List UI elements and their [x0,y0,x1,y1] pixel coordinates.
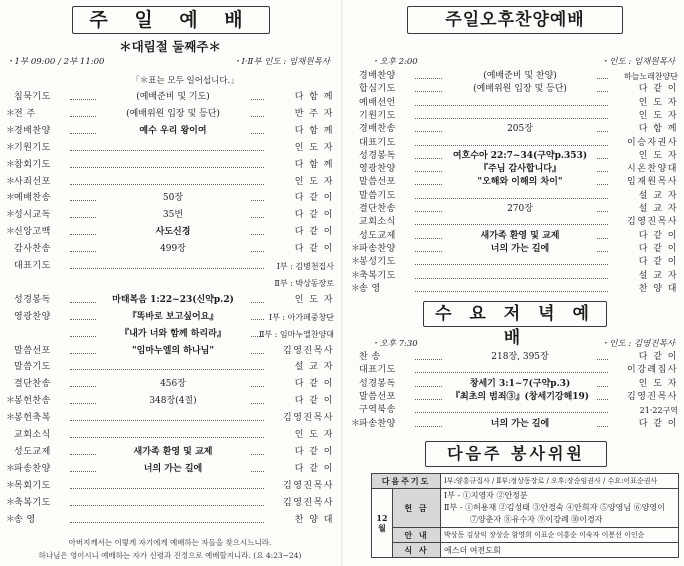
order-person: 다 같 이 [638,418,678,429]
order-row [351,203,678,216]
duty-month: 12월 [372,489,393,558]
leader-dots [70,437,264,438]
order-detail: 사도신경 [96,226,250,239]
order-person: 다 함 께 [294,159,334,170]
order-person: 다 같 이 [294,379,334,390]
order-row [6,311,334,324]
order-row [6,328,334,341]
order-person: 찬 양 대 [294,514,334,525]
order-label: 영광찬양 [359,164,396,175]
order-row [351,351,678,364]
order-row [351,270,678,283]
order-row [351,190,678,203]
order-row [351,378,678,391]
sunday-subtitle: ＊대림절 둘째주＊ [119,39,221,54]
leader-dots [70,268,264,269]
order-person: 인 도 자 [294,430,334,440]
standing-mark: ＊ [6,125,16,136]
order-row [351,176,678,189]
page-fold [341,0,343,566]
order-person: 김영진목사 [283,413,334,424]
order-row [6,226,334,239]
guide-value: 박상동 김상익 장상순 함영희 이표순 이흥순 이숙자 이봉선 이인순 [441,528,679,543]
standing-mark: ＊ [6,413,16,424]
leader-dots [415,412,608,413]
leader-dots [415,145,608,146]
order-label: 교회소식 [14,430,51,440]
order-row [6,395,334,408]
order-row [6,243,334,256]
order-row [6,378,334,391]
leader-dots [415,278,608,279]
order-label: 송 영 [14,514,36,525]
order-label: 봉헌축복 [14,413,51,424]
order-label: 축복기도 [14,497,51,508]
title-text: 다음주 봉사위원 [447,444,585,463]
offering-line-1: Ⅰ부 - ①지영자 ②안정분 [444,491,528,500]
order-row [6,446,334,459]
offering-label: 헌 금 [393,489,441,528]
leader-dots [70,184,264,185]
afternoon-time: ・오후 2:00 [371,57,418,67]
order-label: 구역북송 [359,405,396,416]
order-row [6,142,334,155]
leader-dots [415,372,608,373]
order-label: 기원기도 [359,110,396,121]
order-label: 경배찬송 [359,124,396,135]
sunday-service-title [72,6,270,34]
order-detail: 너의 가는 길에 [443,243,597,256]
order-label: 목회기도 [14,480,51,491]
meal-label: 식 사 [393,543,441,558]
standing-mark: ＊ [6,142,16,153]
leader-dots [415,105,608,106]
order-row [6,345,334,358]
order-row [351,418,678,431]
title-text: 주일오후찬양예배 [445,10,585,30]
order-person: 김영진목사 [283,497,334,508]
order-row [6,412,334,425]
order-detail: 50장 [96,192,250,205]
order-label: 대표기도 [14,261,51,271]
order-row [6,514,334,527]
standing-mark: ＊ [351,257,361,268]
order-person: 다 같 이 [638,243,678,254]
order-detail: 348장(4절) [96,395,250,408]
order-label: 성도교제 [359,230,396,241]
order-row [6,192,334,205]
standing-mark: ＊ [351,283,361,294]
order-person: Ⅱ부 : 임마누엘찬양대 [258,329,334,339]
order-label: 성도교제 [14,446,51,457]
guide-label: 안 내 [393,528,441,543]
order-label: 경배찬양 [14,125,51,136]
wednesday-time: ・오후 7:30 [371,339,418,349]
service-time: ・1부 09:00 / 2부 11:00 [6,57,105,67]
leader-dots [70,369,264,370]
order-label: 말씀기도 [14,362,51,373]
order-row [351,97,678,110]
standing-mark: ＊ [6,497,16,508]
order-label: 감사찬송 [14,244,51,255]
offering-list [441,489,679,528]
order-label: 대표기도 [359,137,396,148]
order-person: 다 같 이 [294,463,334,474]
order-person: 인 도 자 [638,378,678,389]
order-label: 결단찬송 [14,379,51,390]
order-detail: 218장, 395장 [443,351,597,364]
order-person: 반 주 자 [294,108,334,119]
order-row [6,294,334,307]
order-person: 21·22구역 [639,406,678,416]
prayer-value: Ⅰ부:양흥규집사 / Ⅱ부:정상동장로 / 오후:장순임권사 / 수요:이표순권사 [441,474,679,489]
leader-dots [70,150,264,151]
leader-dots [415,224,608,225]
order-person: 이승자권사 [627,137,678,148]
standing-notice: 「＊표는 모두 일어섭니다.」 [131,76,239,86]
order-person: 다 같 이 [294,210,334,221]
order-detail: 『내가 너와 함께 하리라』 [96,328,250,341]
order-person: 다 같 이 [638,352,678,362]
standing-mark: ＊ [6,463,16,474]
order-detail: 270장 [443,203,597,216]
order-label: 신앙고백 [14,227,51,238]
order-row [351,256,678,269]
prayer-label: 다음주기도 [372,474,441,489]
order-row [6,108,334,121]
order-person: 임재원목사 [627,177,678,188]
order-row [351,83,678,96]
order-person: 하늘노래찬양단 [623,72,678,81]
order-label: 봉성기도 [359,257,396,268]
order-person: 인 도 자 [638,150,678,161]
standing-mark: ＊ [6,193,16,204]
order-label: 말씀선포 [359,177,396,188]
order-label: 경배찬양 [359,71,396,81]
leader-dots [415,264,608,265]
order-person: 찬 양 대 [638,283,678,294]
order-detail: (예배위원 입장 및 등단) [443,83,597,96]
order-label: 파송찬양 [359,418,396,429]
order-row [351,391,678,404]
standing-mark: ＊ [6,176,16,187]
order-label: 성경봉독 [359,150,396,161]
leader-dots [70,505,264,506]
order-row [6,125,334,138]
order-label: 성경봉독 [359,378,396,389]
order-person: Ⅱ부 : 박상동장로 [274,278,334,288]
leader-dots [415,118,608,119]
order-label: 결단찬송 [359,204,396,214]
order-row [6,361,334,374]
order-detail: 『주님 감사합니다』 [443,163,597,176]
offering-line-3: ⑦양춘자 ⑧유수자 ⑨이강례 ⑩이경자 [470,515,603,524]
order-detail: 499장 [96,243,250,256]
leader-dots [70,167,264,168]
order-person: 다 같 이 [638,257,678,268]
order-detail: "오해와 이해의 차이" [443,176,597,189]
order-row [351,283,678,296]
order-detail: 너의 가는 길에 [96,463,250,476]
order-person: Ⅰ부 : 김병천집사 [276,262,334,271]
order-person: 김영진목사 [627,217,678,228]
order-person: 다 함 께 [294,125,334,136]
order-detail: (예배준비 및 기도) [96,91,250,104]
order-label: 말씀기도 [359,190,396,201]
order-label: 침묵기도 [14,92,51,102]
order-label: 성시교독 [14,210,51,221]
order-person: 인 도 자 [294,176,334,187]
order-detail: 창세기 3:1~7(구약p.3) [443,378,597,391]
order-person: 김영진목사 [627,391,678,402]
order-detail: 마태복음 1:22~23(신약p.2) [96,294,250,307]
order-label: 파송찬양 [14,463,51,474]
afternoon-service-title [407,6,623,34]
order-row [6,480,334,493]
order-label: 찬 송 [359,352,381,362]
order-person: 다 같 이 [294,193,334,204]
offering-line-2: Ⅱ부 - ①허용재 ②김성태 ③안경숙 ④안희자 ⑤양영님 ⑥양영이 [444,503,665,512]
order-detail: 예수 우리 왕이여 [96,125,250,138]
order-row [6,91,334,104]
order-detail: 35번 [96,209,250,222]
order-person: 인 도 자 [294,294,334,305]
order-person: 인 도 자 [638,97,678,108]
order-row [6,209,334,222]
order-row [6,429,334,442]
standing-mark: ＊ [351,270,361,281]
order-row [351,216,678,229]
order-person: 설 교 자 [638,270,678,281]
order-label: 예배찬송 [14,193,51,204]
order-label: 기원기도 [14,142,51,153]
order-detail: (예배위원 입장 및 등단) [96,108,250,121]
order-label: 교회소식 [359,217,396,228]
order-detail: 새가족 환영 및 교제 [96,446,250,459]
order-row [6,260,334,273]
order-label: 말씀선포 [359,391,396,402]
order-person: 김영진목사 [283,345,334,356]
order-person: 이강례집사 [627,365,678,376]
footer-verse-2: 하나님은 영이시니 예배하는 자가 신령과 진정으로 예배할지니라. (요 4:23~24) [38,551,302,560]
title-text: 수 요 저 녁 예 배 [435,304,595,348]
order-person: 인 도 자 [638,110,678,121]
duty-title [425,441,607,467]
wednesday-service-title [423,301,607,348]
order-label: 참회기도 [14,159,51,170]
standing-mark: ＊ [6,480,16,491]
leader-dots [415,198,608,199]
standing-mark: ＊ [351,418,361,429]
order-label: 대표기도 [359,365,396,376]
order-detail: 너의 가는 길에 [443,418,597,431]
order-label: 예배선언 [359,97,396,108]
order-person: Ⅰ부 : 아가페중창단 [268,312,334,322]
order-person: 다 같 이 [294,396,334,407]
order-label: 봉헌찬송 [14,396,51,407]
order-person: 다 함 께 [294,92,334,102]
order-detail: 205장 [443,123,597,136]
leader-dots [415,291,608,292]
order-label: 전 주 [14,108,36,119]
order-row [6,176,334,189]
order-row [6,159,334,172]
order-person: 설 교 자 [638,190,678,201]
meal-value: 에스더 여전도회 [441,543,679,558]
leader-dots [70,488,264,489]
order-label: 사죄선포 [14,176,51,187]
standing-mark: ＊ [6,108,16,119]
order-detail: 456장 [96,378,250,391]
order-person: 다 같 이 [294,244,334,255]
wednesday-leader: ・인도 : 김영진목사 [600,339,675,349]
standing-mark: ＊ [6,514,16,525]
title-text: 주 일 예 배 [89,9,253,31]
order-label: 송 영 [359,283,381,294]
order-row [6,463,334,476]
order-row [6,497,334,510]
order-person: 인 도 자 [294,142,334,153]
order-label: 성경봉독 [14,294,51,305]
order-label: 파송찬양 [359,243,396,254]
service-leader: ・Ⅰ·Ⅱ부 인도 : 임재원목사 [233,57,330,67]
order-person: 다 같 이 [638,84,678,95]
order-label: 합심기도 [359,84,396,95]
standing-mark: ＊ [6,227,16,238]
order-person: 다 함 께 [638,124,678,135]
standing-mark: ＊ [6,210,16,221]
order-row [351,404,678,417]
order-detail: "임마누엘의 하나님" [96,345,250,358]
order-person: 다 같 이 [294,446,334,457]
order-detail: 『최초의 범죄③』(창세기강해19) [443,391,597,404]
order-label: 영광찬양 [14,311,51,322]
standing-mark: ＊ [6,396,16,407]
order-row [351,70,678,83]
order-row [351,230,678,243]
order-detail: 여호수아 22:7~34(구약p.353) [443,150,597,163]
order-row [351,123,678,136]
duty-table [371,473,679,558]
order-person: 설 교 자 [638,204,678,214]
order-person: 시온찬양대 [627,164,678,175]
footer-verse-1: 아버지께서는 이렇게 자기에게 예배하는 자들을 찾으시느니라. [68,538,272,547]
order-row [351,150,678,163]
order-person: 설 교 자 [294,362,334,373]
order-person: 다 같 이 [638,230,678,241]
order-row [6,277,334,290]
standing-mark: ＊ [6,159,16,170]
order-detail: 새가족 환영 및 교제 [443,230,597,243]
leader-dots [70,420,264,421]
order-row [351,364,678,377]
order-person: 다 같 이 [294,227,334,238]
order-row [351,163,678,176]
order-detail: (예배준비 및 찬양) [443,70,597,83]
order-row [351,110,678,123]
order-label: 축복기도 [359,270,396,281]
standing-mark: ＊ [351,243,361,254]
order-person: 김영진목사 [283,480,334,491]
afternoon-leader: ・인도 : 임재원목사 [600,57,675,67]
order-row [351,243,678,256]
order-detail: 『똑바로 보고싶어요』 [96,311,250,324]
order-row [351,137,678,150]
order-label: 말씀선포 [14,345,51,356]
leader-dots [70,522,264,523]
